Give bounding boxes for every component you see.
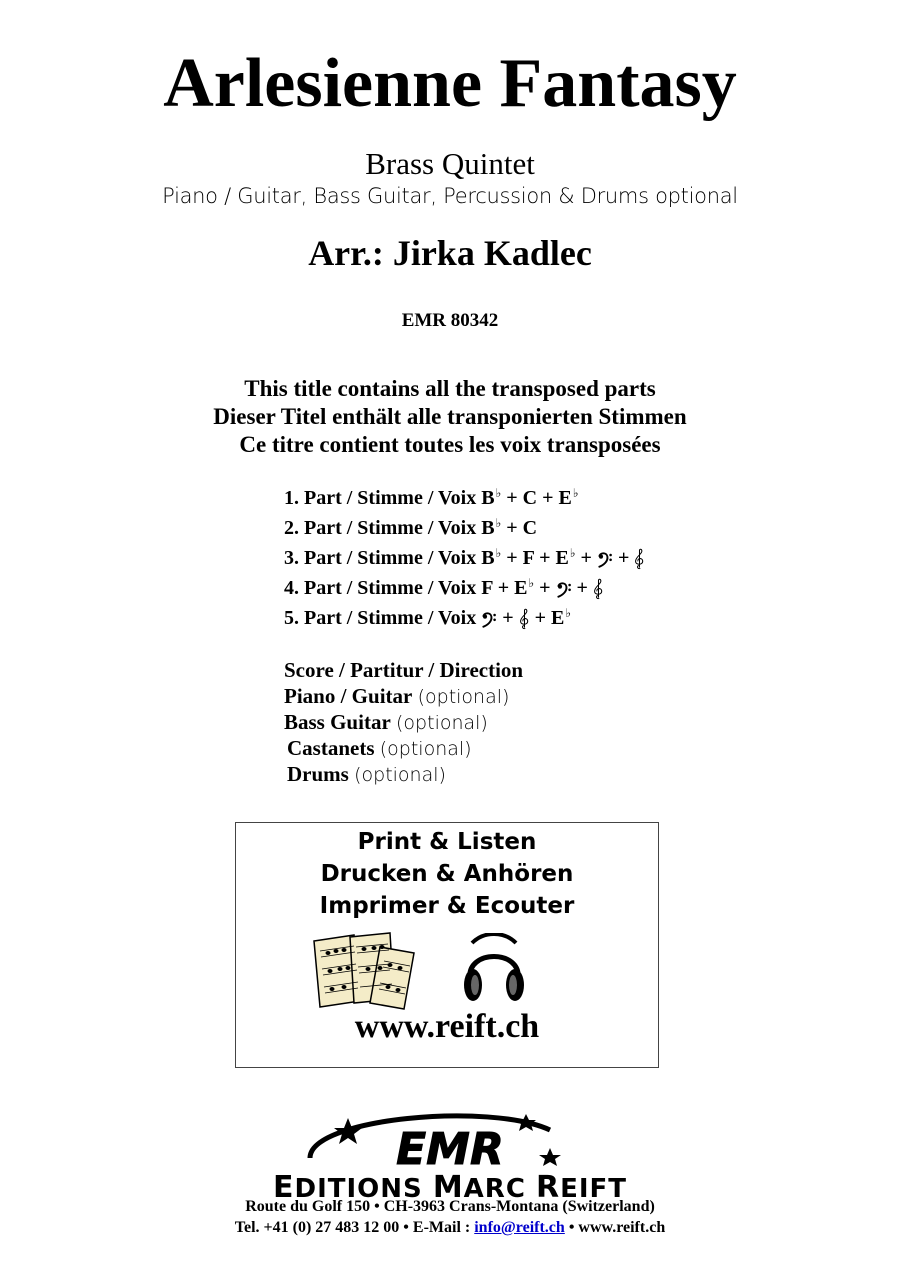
publisher-address: Route du Golf 150 • CH-3963 Crans-Montana (Switzerland)	[245, 1198, 655, 1215]
publisher-name: EDITIONS MARC REIFT	[273, 1170, 627, 1205]
bass-clef-icon	[556, 580, 572, 598]
emr-logo	[300, 1108, 600, 1174]
promo-url[interactable]: www.reift.ch	[354, 1008, 540, 1045]
part-2: 2. Part / Stimme / Voix B♭ + C	[284, 516, 538, 539]
extra-drums: Drums (optional)	[287, 762, 446, 786]
document-title: Arlesienne Fantasy	[163, 45, 737, 122]
bass-clef-icon	[597, 550, 613, 568]
part-4: 4. Part / Stimme / Voix F + E♭ + +	[284, 568, 645, 598]
logo-text: EMR	[396, 1124, 504, 1174]
publisher-contact: Tel. +41 (0) 27 483 12 00 • E-Mail : info@reift.ch • www.reift.ch	[234, 1219, 666, 1236]
additional-parts-list	[284, 657, 523, 787]
arranger: Arr.: Jirka Kadlec	[308, 233, 592, 273]
treble-clef-icon	[519, 608, 530, 630]
bass-clef-icon	[481, 610, 497, 628]
sheet-music-icon	[310, 931, 420, 1011]
extra-score: Score / Partitur / Direction	[284, 658, 524, 682]
print-listen-box	[235, 822, 659, 1068]
note-german: Dieser Titel enthält alle transponierten Stimmen	[213, 404, 687, 429]
catalog-number: EMR 80342	[401, 310, 499, 331]
treble-clef-icon	[634, 548, 645, 570]
optional-instruments: Piano / Guitar, Bass Guitar, Percussion & Drums optional	[162, 184, 738, 208]
promo-line-french: Imprimer & Ecouter	[319, 893, 575, 919]
ensemble-subtitle: Brass Quintet	[365, 146, 535, 181]
extra-bass-guitar: Bass Guitar (optional)	[284, 710, 488, 734]
email-link[interactable]: info@reift.ch	[474, 1219, 565, 1236]
note-english: This title contains all the transposed parts	[244, 376, 656, 401]
extra-castanets: Castanets (optional)	[287, 736, 472, 760]
headphones-icon	[462, 933, 526, 1009]
part-3: 3. Part / Stimme / Voix B♭ + F + E♭ + +	[284, 538, 645, 568]
note-french: Ce titre contient toutes les voix transposées	[239, 432, 661, 457]
parts-list	[284, 478, 645, 628]
treble-clef-icon	[593, 578, 604, 600]
promo-line-english: Print & Listen	[357, 829, 537, 855]
part-1: 1. Part / Stimme / Voix B♭ + C + E♭	[284, 486, 579, 509]
transposition-notes	[0, 375, 900, 459]
extra-piano-guitar: Piano / Guitar (optional)	[284, 684, 510, 708]
promo-line-german: Drucken & Anhören	[320, 861, 574, 887]
part-5: 5. Part / Stimme / Voix + + E♭	[284, 606, 572, 629]
